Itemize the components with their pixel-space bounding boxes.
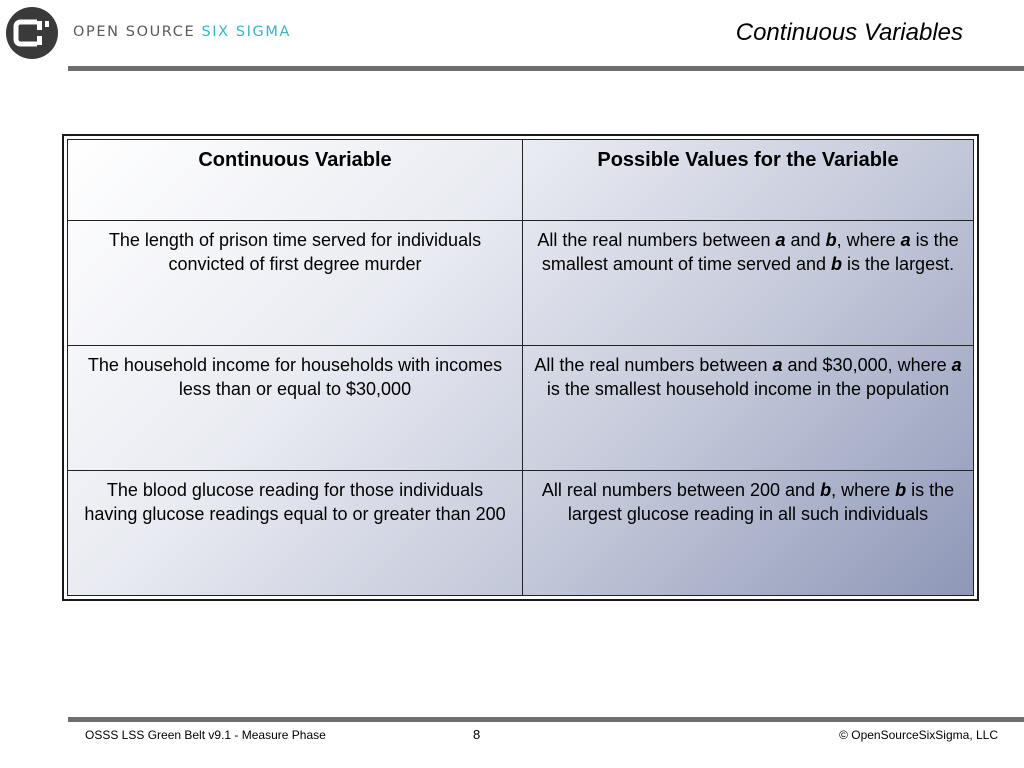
possible-values-cell: All the real numbers between a and b, where a is the smallest amount of time served and b is the largest. bbox=[523, 221, 974, 346]
footer-copyright: © OpenSourceSixSigma, LLC bbox=[839, 728, 998, 742]
brand-name bbox=[73, 24, 291, 40]
table-header-row bbox=[68, 140, 974, 221]
possible-values-cell: All real numbers between 200 and b, where b is the largest glucose reading in all such individuals bbox=[523, 471, 974, 596]
header-divider bbox=[68, 66, 1024, 71]
slide-title: Continuous Variables bbox=[735, 19, 963, 46]
open-source-six-sigma-logo-icon bbox=[6, 7, 58, 59]
table-row bbox=[68, 221, 974, 346]
footer-divider bbox=[68, 717, 1024, 722]
column-header-variable: Continuous Variable bbox=[68, 140, 523, 221]
variable-cell: The blood glucose reading for those individuals having glucose readings equal to or greater than 200 bbox=[68, 471, 523, 596]
variable-cell: The length of prison time served for individuals convicted of first degree murder bbox=[68, 221, 523, 346]
footer-course-label: OSSS LSS Green Belt v9.1 - Measure Phase bbox=[85, 728, 326, 742]
table-row bbox=[68, 471, 974, 596]
brand-name-part2: SIX SIGMA bbox=[201, 24, 292, 40]
brand-name-part1: OPEN SOURCE bbox=[73, 24, 202, 40]
variable-cell: The household income for households with incomes less than or equal to $30,000 bbox=[68, 346, 523, 471]
page-number: 8 bbox=[473, 727, 481, 742]
variables-table-frame bbox=[62, 134, 979, 601]
table-row bbox=[68, 346, 974, 471]
possible-values-cell: All the real numbers between a and $30,000, where a is the smallest household income in the population bbox=[523, 346, 974, 471]
continuous-variables-table bbox=[67, 139, 974, 596]
column-header-possible-values: Possible Values for the Variable bbox=[523, 140, 974, 221]
